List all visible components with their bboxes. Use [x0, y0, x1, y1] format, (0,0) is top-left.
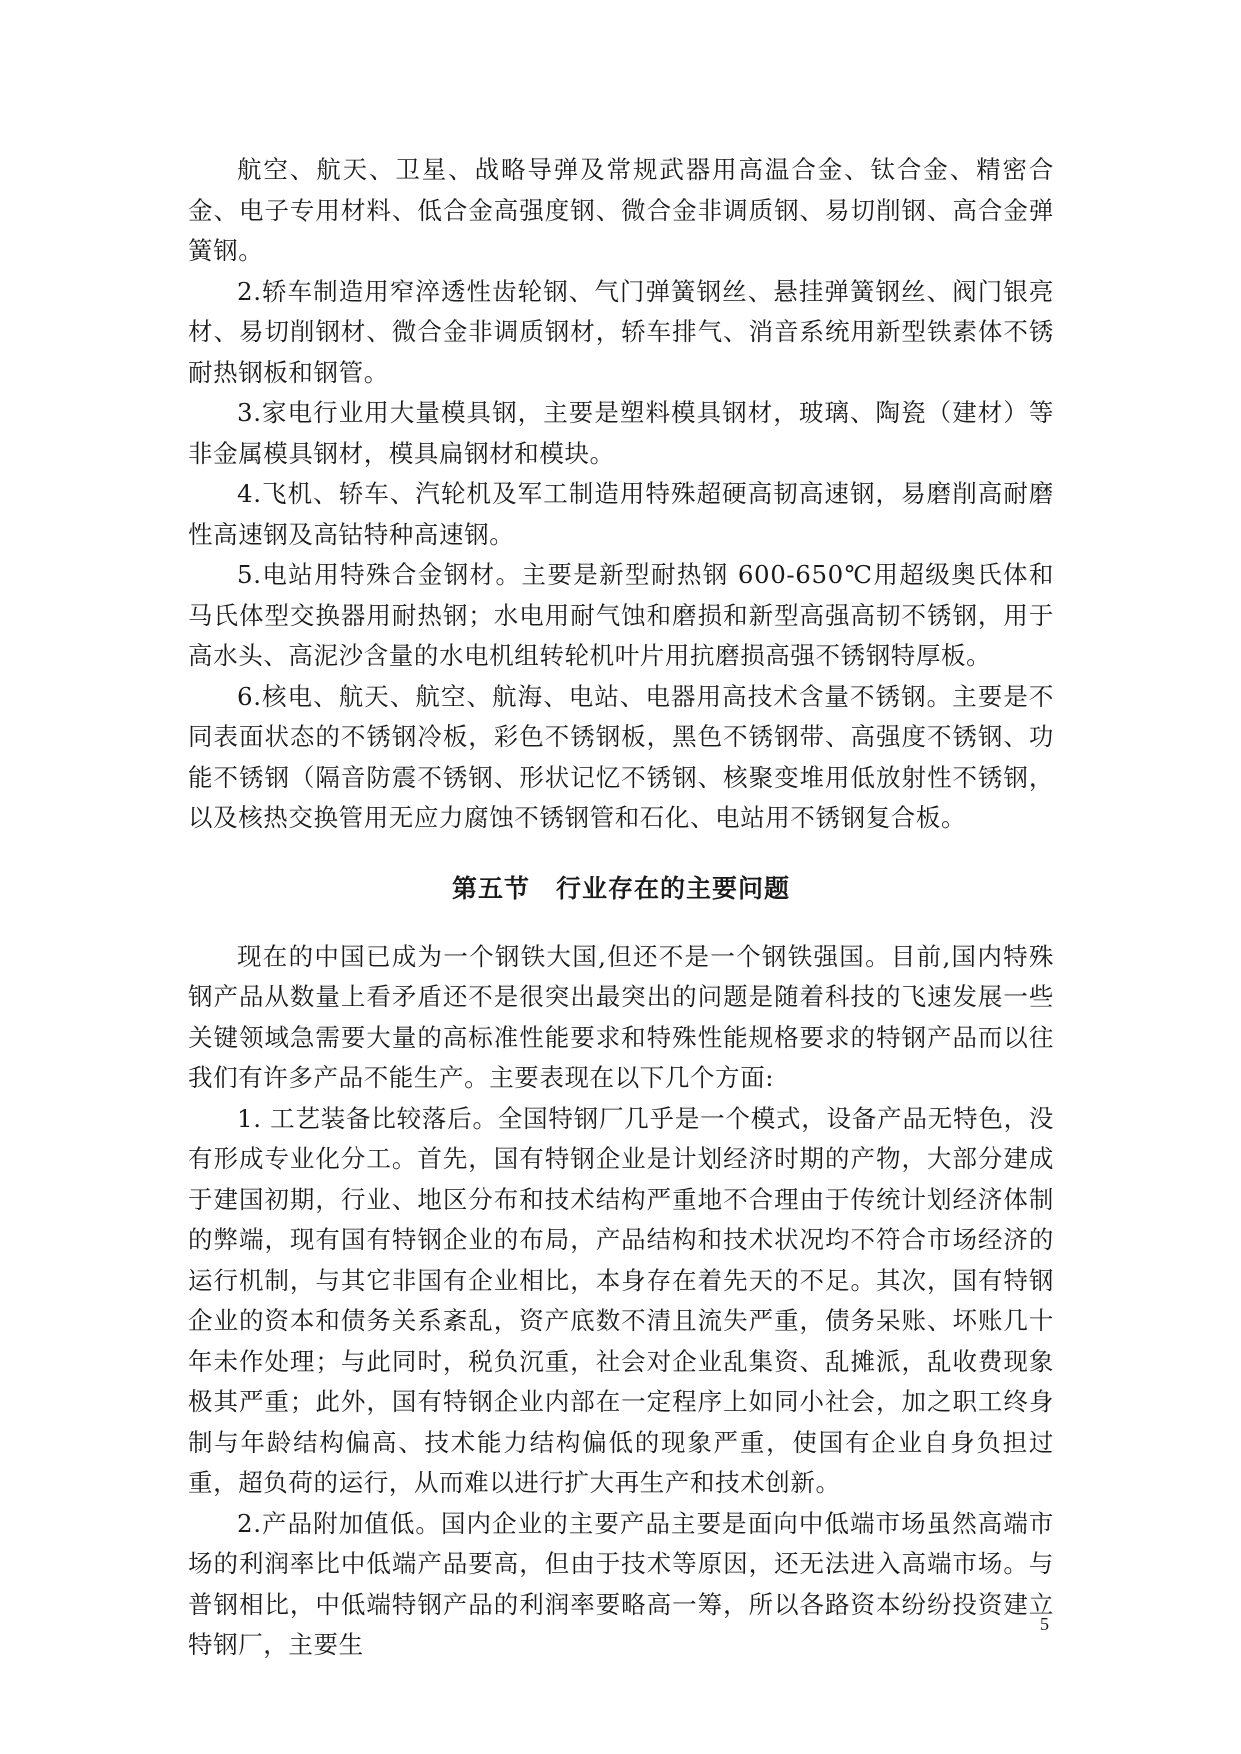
paragraph-top-6: 6.核电、航天、航空、航海、电站、电器用高技术含量不锈钢。主要是不同表面状态的不锈钢冷板，彩色不锈钢板，黑色不锈钢带、高强度不锈钢、功能不锈钢（隔音防震不锈钢、形状记忆不锈钢、核聚变堆用低放射性不锈钢，以及核热交换管用无应力腐蚀不锈钢管和石化、电站用不锈钢复合板。 [188, 681, 1054, 832]
paragraph-bottom-3: 2.产品附加值低。国内企业的主要产品主要是面向中低端市场虽然高端市场的利润率比中低端产品要高，但由于技术等原因，还无法进入高端市场。与普钢相比，中低端特钢产品的利润率要略高一筹，所以各路资本纷纷投资建立特钢厂，主要生 [188, 1508, 1054, 1659]
paragraph-top-4: 4.飞机、轿车、汽轮机及军工制造用特殊超硬高韧高速钢，易磨削高耐磨性高速钢及高钴特种高速钢。 [188, 479, 1054, 549]
document-page [188, 150, 1054, 1666]
paragraph-top-3: 3.家电行业用大量模具钢，主要是塑料模具钢材，玻璃、陶瓷（建材）等非金属模具钢材，模具扁钢材和模块。 [188, 398, 1054, 468]
paragraph-top-2: 2.轿车制造用窄淬透性齿轮钢、气门弹簧钢丝、悬挂弹簧钢丝、阀门银亮材、易切削钢材、微合金非调质钢材，轿车排气、消音系统用新型铁素体不锈耐热钢板和钢管。 [188, 276, 1054, 387]
paragraph-bottom-1: 现在的中国已成为一个钢铁大国,但还不是一个钢铁强国。目前,国内特殊钢产品从数量上看矛盾还不是很突出最突出的问题是随着科技的飞速发展一些关键领域急需要大量的高标准性能要求和特殊性能规格要求的特钢产品而以往我们有许多产品不能生产。主要表现在以下几个方面: [188, 941, 1054, 1092]
paragraph-bottom-2: 1. 工艺装备比较落后。全国特钢厂几乎是一个模式，设备产品无特色，没有形成专业化分工。首先，国有特钢企业是计划经济时期的产物，大部分建成于建国初期，行业、地区分布和技术结构严重地不合理由于传统计划经济体制的弊端，现有国有特钢企业的布局，产品结构和技术状况均不符合市场经济的运行机制，与其它非国有企业相比，本身存在着先天的不足。其次，国有特钢企业的资本和债务关系紊乱，资产底数不清且流失严重，债务呆账、坏账几十年未作处理；与此同时，税负沉重，社会对企业乱集资、乱摊派，乱收费现象极其严重；此外，国有特钢企业内部在一定程序上如同小社会，加之职工终身制与年龄结构偏高、技术能力结构偏低的现象严重，使国有企业自身负担过重，超负荷的运行，从而难以进行扩大再生产和技术创新。 [188, 1103, 1054, 1497]
paragraph-top-1: 航空、航天、卫星、战略导弹及常规武器用高温合金、钛合金、精密合金、电子专用材料、低合金高强度钢、微合金非调质钢、易切削钢、高合金弹簧钢。 [188, 155, 1054, 265]
paragraph-top-5: 5.电站用特殊合金钢材。主要是新型耐热钢 600-650℃用超级奥氏体和马氏体型交换器用耐热钢；水电用耐气蚀和磨损和新型高强高韧不锈钢，用于高水头、高泥沙含量的水电机组转轮机叶片用抗磨损高强不锈钢特厚板。 [188, 560, 1054, 670]
page-number: 5 [1040, 1614, 1049, 1634]
section-title: 第五节 行业存在的主要问题 [451, 873, 790, 903]
